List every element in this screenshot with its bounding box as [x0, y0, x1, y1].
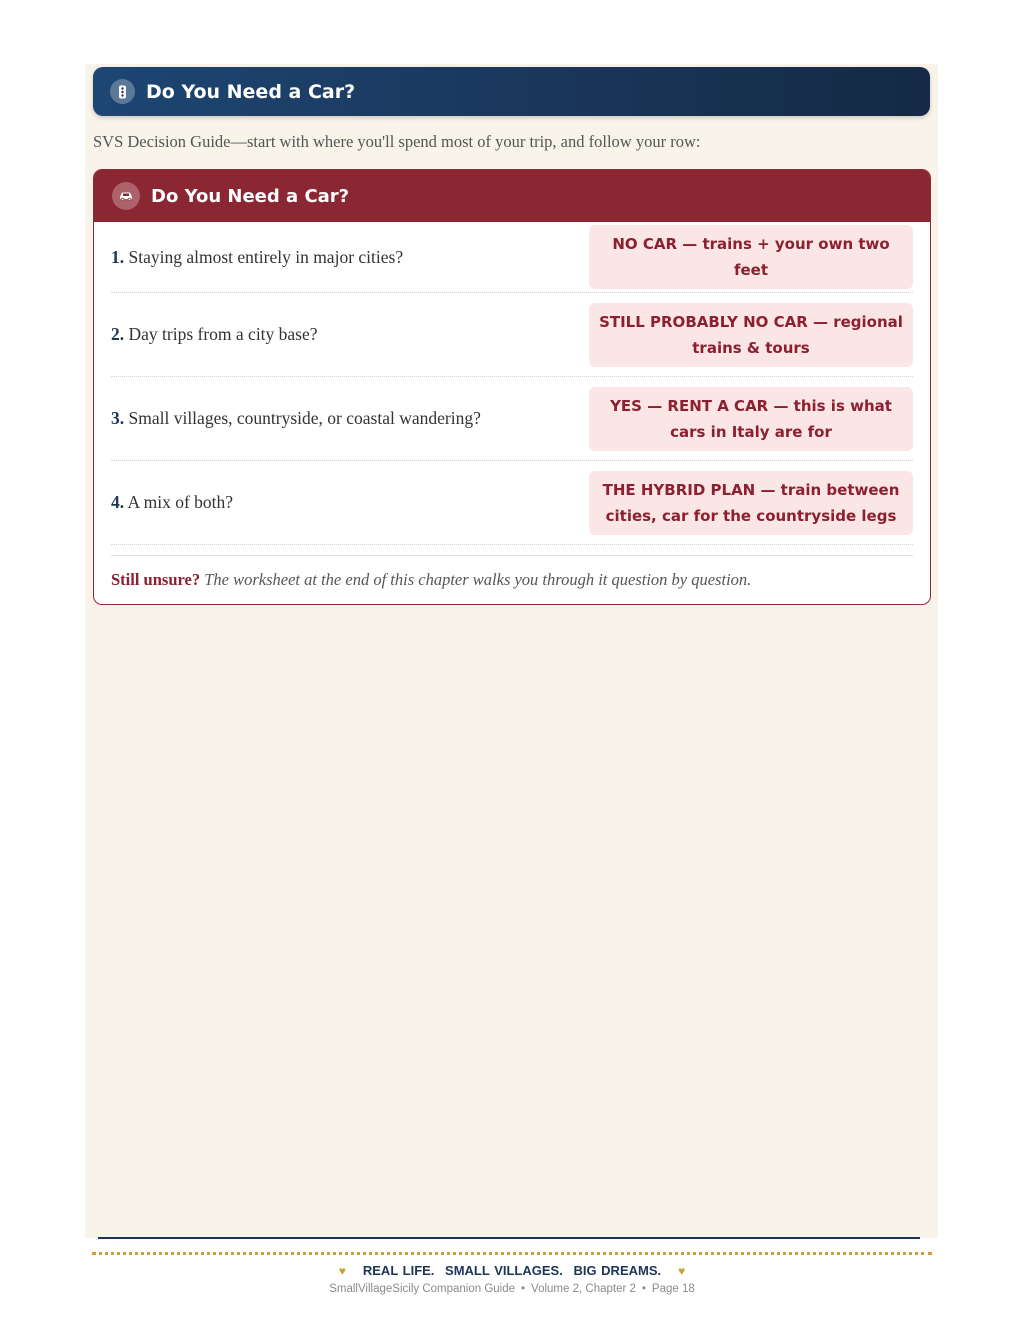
- decision-row: [111, 461, 913, 545]
- footnote-lead: Still unsure?: [111, 570, 201, 589]
- decision-row: [111, 377, 913, 461]
- decision-row: [111, 293, 913, 377]
- footnote-text: The worksheet at the end of this chapter walks you through it question by question.: [204, 570, 752, 589]
- tagline-part: SMALL VILLAGES.: [445, 1263, 563, 1278]
- card-title: Do You Need a Car?: [151, 185, 350, 207]
- footer-meta: [0, 1283, 1024, 1295]
- row-question: [111, 324, 318, 345]
- row-question: [111, 247, 403, 268]
- row-answer: NO CAR — trains + your own two feet: [589, 225, 913, 289]
- row-number: 2.: [111, 324, 125, 344]
- intro-text: SVS Decision Guide—start with where you'll spend most of your trip, and follow your row:: [93, 132, 701, 151]
- car-icon: [112, 182, 140, 210]
- footer-separator: •: [521, 1283, 526, 1295]
- chapter-title: Do You Need a Car?: [146, 80, 356, 103]
- row-question: [111, 408, 481, 429]
- heart-icon: ♥: [338, 1264, 346, 1278]
- row-question-text: Day trips from a city base?: [128, 324, 318, 344]
- row-question-text: Small villages, countryside, or coastal wandering?: [128, 408, 481, 428]
- volume-chapter: Volume 2, Chapter 2: [531, 1283, 636, 1295]
- tagline-part: BIG DREAMS.: [573, 1263, 662, 1278]
- row-number: 4.: [111, 492, 125, 512]
- guide-name: SmallVillageSicily Companion Guide: [329, 1283, 516, 1295]
- chapter-header: [93, 67, 930, 116]
- decision-rows: [94, 222, 930, 545]
- footnote: [94, 556, 930, 590]
- page-bottom-rule: [98, 1237, 920, 1239]
- row-number: 1.: [111, 246, 125, 267]
- page-number: Page 18: [651, 1283, 695, 1295]
- row-question: [111, 492, 233, 513]
- decision-card: [93, 169, 931, 605]
- tagline-part: REAL LIFE.: [362, 1263, 435, 1278]
- row-question-text: A mix of both?: [127, 492, 234, 512]
- row-answer: STILL PROBABLY NO CAR — regional trains & tours: [589, 303, 913, 367]
- footer-dotted-divider: [92, 1252, 932, 1255]
- row-question-text: Staying almost entirely in major cities?: [128, 246, 404, 267]
- footer-tagline: [0, 1263, 1024, 1278]
- row-answer: THE HYBRID PLAN — train between cities, car for the countryside legs: [589, 471, 913, 535]
- row-answer: YES — RENT A CAR — this is what cars in Italy are for: [589, 387, 913, 451]
- card-header: [94, 170, 930, 222]
- row-number: 3.: [111, 408, 125, 428]
- decision-row: [111, 222, 913, 293]
- traffic-light-icon: [110, 79, 135, 104]
- heart-icon: ♥: [678, 1264, 686, 1278]
- footer-separator: •: [641, 1283, 646, 1295]
